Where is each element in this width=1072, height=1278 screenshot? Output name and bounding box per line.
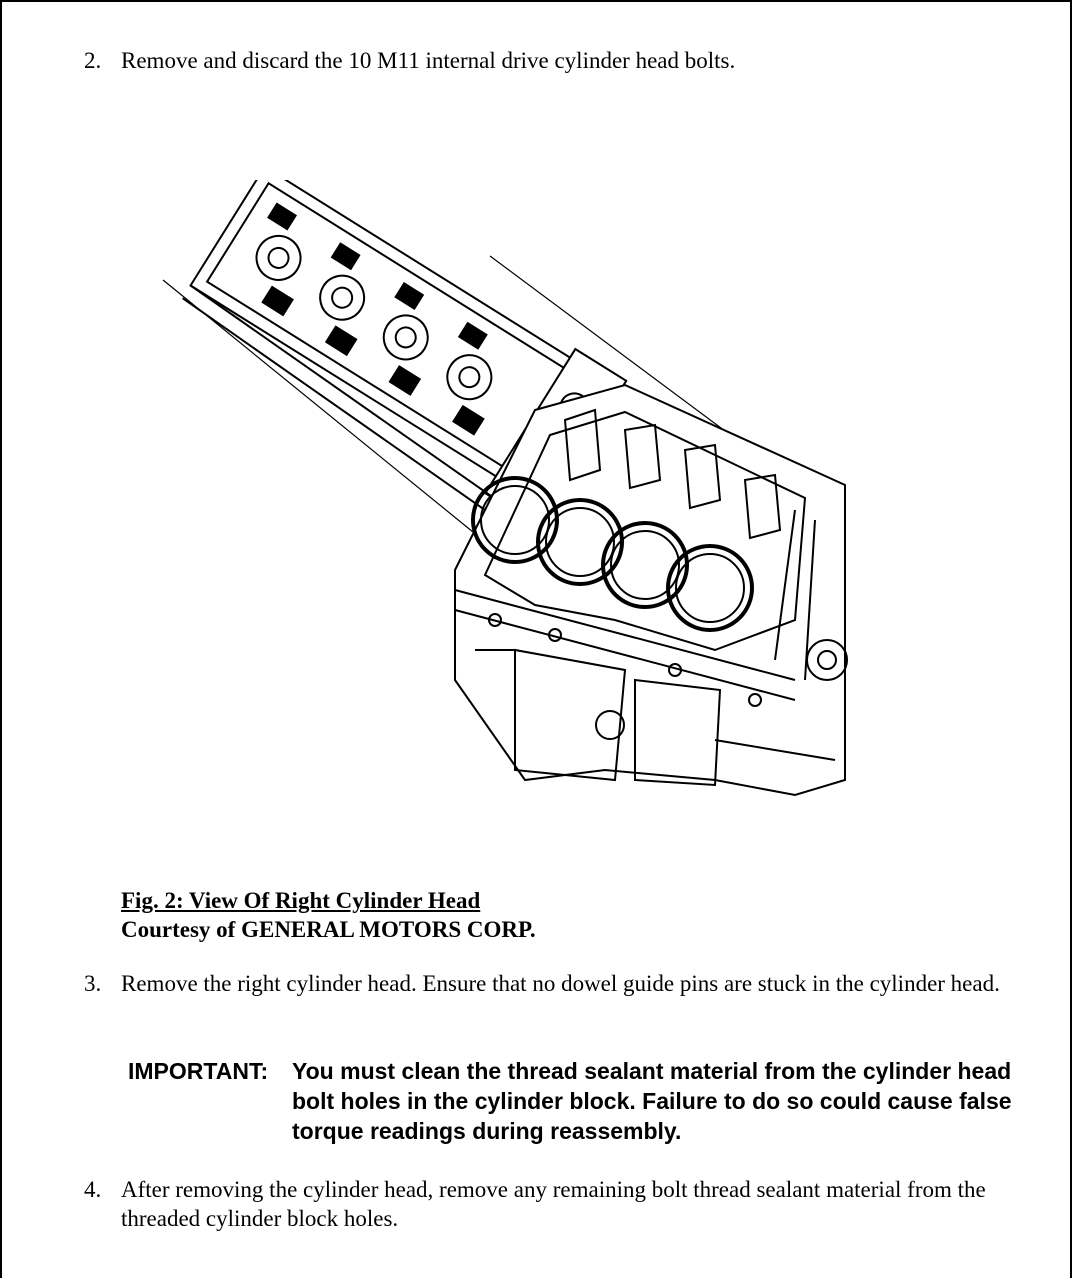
important-text: You must clean the thread sealant material from the cylinder head bolt holes in the cylinder block. Failure to do so could cause false torque readings during reassembly. — [292, 1058, 1012, 1144]
figure-credit: Courtesy of GENERAL MOTORS CORP. — [121, 917, 536, 942]
step-number: 4. — [84, 1177, 102, 1202]
step-3 — [84, 969, 1024, 998]
important-label: IMPORTANT: — [128, 1058, 269, 1084]
step-text: After removing the cylinder head, remove any remaining bolt thread sealant material from the threaded cylinder block holes. — [121, 1177, 986, 1231]
step-2 — [84, 46, 1024, 75]
figure-title: Fig. 2: View Of Right Cylinder Head — [121, 888, 481, 913]
step-number: 3. — [84, 971, 102, 996]
step-4 — [84, 1175, 1024, 1233]
step-text: Remove and discard the 10 M11 internal drive cylinder head bolts. — [121, 48, 736, 73]
step-number: 2. — [84, 48, 102, 73]
cylinder-head-illustration — [155, 180, 855, 810]
step-text: Remove the right cylinder head. Ensure that no dowel guide pins are stuck in the cylinder head. — [121, 971, 1000, 996]
figure-caption — [121, 886, 536, 944]
engine-drawing — [155, 180, 855, 810]
important-note — [128, 1056, 1028, 1146]
